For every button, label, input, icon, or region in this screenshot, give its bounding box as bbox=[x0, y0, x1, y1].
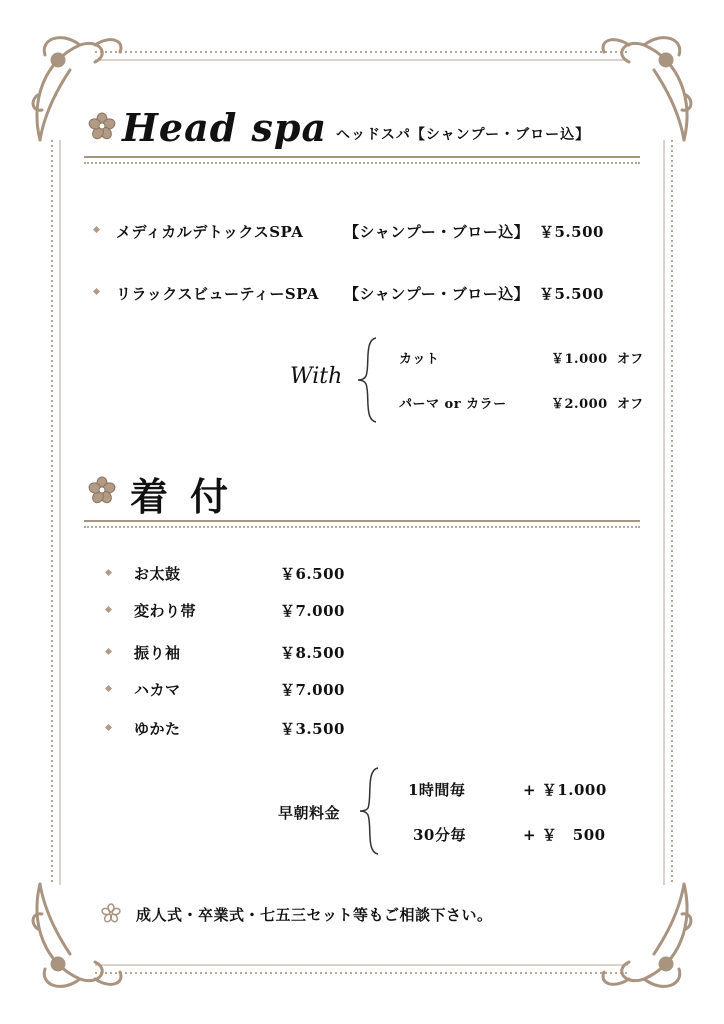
kitsuke-item-price: ￥7.000 bbox=[280, 681, 345, 699]
head-spa-title: Head spa bbox=[122, 105, 328, 150]
early-fee-price: + ￥1.000 bbox=[523, 781, 607, 799]
spa-item-name: メディカルデトックスSPA bbox=[116, 223, 304, 241]
flower-icon bbox=[88, 476, 116, 504]
kitsuke-item-name: 振り袖 bbox=[134, 644, 181, 662]
spa-item-name: リラックスビューティーSPA bbox=[116, 285, 320, 303]
kitsuke-item-name: 変わり帯 bbox=[134, 602, 197, 620]
early-fee-price: + ￥ 500 bbox=[523, 826, 606, 844]
with-option-price: ￥1.000 bbox=[551, 352, 608, 367]
spa-item-price: ￥5.500 bbox=[539, 285, 604, 303]
kitsuke-item-price: ￥3.500 bbox=[280, 720, 345, 738]
spa-item-note: 【シャンプー・ブロー込】 bbox=[344, 223, 530, 241]
flower-icon bbox=[88, 112, 116, 140]
kitsuke-item-price: ￥6.500 bbox=[280, 565, 345, 583]
kitsuke-item-name: お太鼓 bbox=[134, 565, 181, 583]
head-spa-rule bbox=[84, 156, 640, 158]
with-option-suffix: オフ bbox=[617, 352, 644, 367]
kitsuke-item-name: ゆかた bbox=[134, 720, 181, 738]
head-spa-dotted-rule bbox=[84, 162, 640, 164]
kitsuke-item-name: ハカマ bbox=[134, 681, 181, 699]
kitsuke-title: 着付 bbox=[130, 474, 251, 519]
kitsuke-rule bbox=[84, 520, 640, 522]
with-label: With bbox=[290, 364, 343, 389]
with-option-suffix: オフ bbox=[617, 397, 644, 412]
spa-item-note: 【シャンプー・ブロー込】 bbox=[344, 285, 530, 303]
curly-brace-icon bbox=[358, 766, 382, 856]
kitsuke-dotted-rule bbox=[84, 526, 640, 528]
spa-item-price: ￥5.500 bbox=[539, 223, 604, 241]
with-option-price: ￥2.000 bbox=[551, 397, 608, 412]
curly-brace-icon bbox=[356, 336, 380, 424]
kitsuke-item-price: ￥7.000 bbox=[280, 602, 345, 620]
kitsuke-item-price: ￥8.500 bbox=[280, 644, 345, 662]
early-fee-name: 30分毎 bbox=[413, 826, 466, 844]
with-option-name: パーマ or カラー bbox=[399, 397, 507, 412]
flower-outline-icon bbox=[101, 903, 121, 923]
early-fee-label: 早朝料金 bbox=[278, 804, 341, 822]
with-option-name: カット bbox=[399, 352, 440, 367]
early-fee-name: 1時間毎 bbox=[408, 781, 466, 799]
footer-note: 成人式・卒業式・七五三セット等もご相談下さい。 bbox=[136, 906, 493, 924]
head-spa-subtitle: ヘッドスパ【シャンプー・ブロー込】 bbox=[336, 127, 591, 143]
